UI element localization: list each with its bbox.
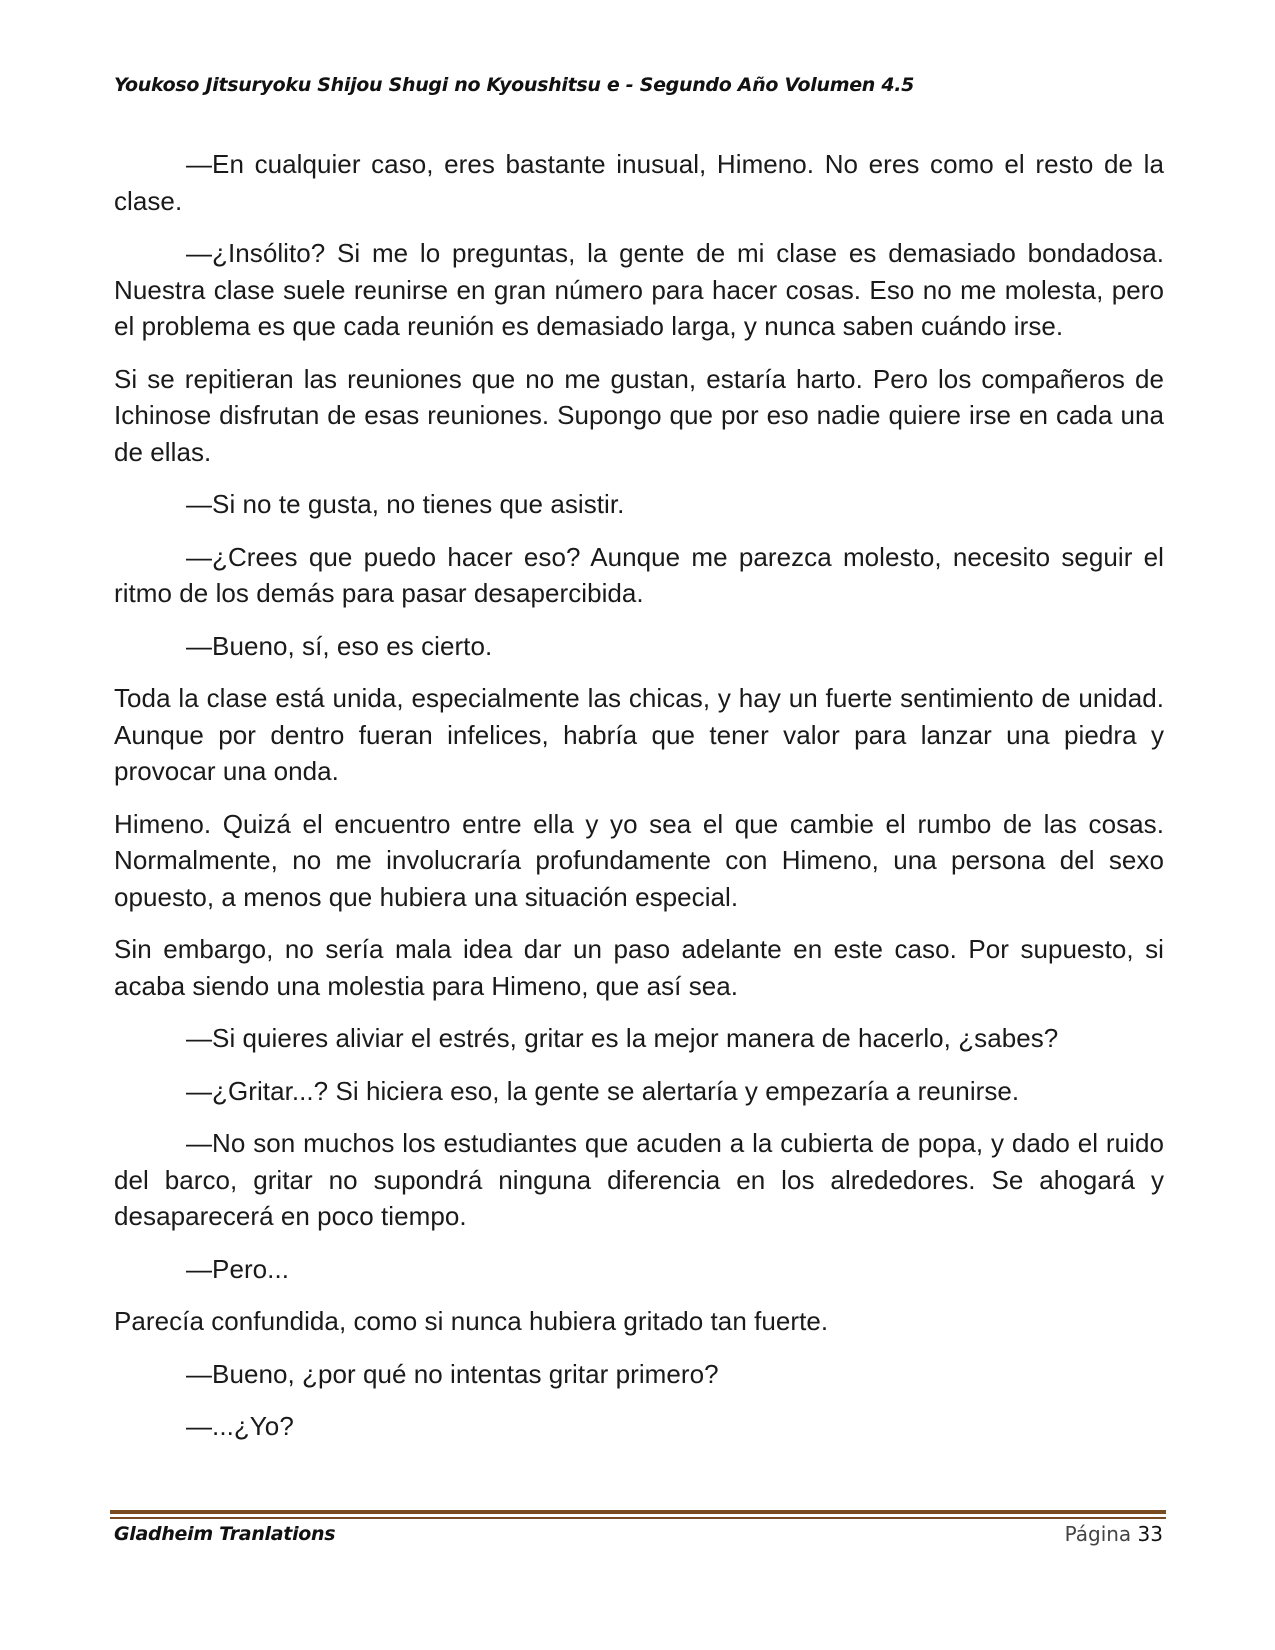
paragraph-14: Parecía confundida, como si nunca hubiera gritado tan fuerte. bbox=[114, 1306, 829, 1336]
paragraph-4: —Si no te gusta, no tienes que asistir. bbox=[186, 489, 625, 519]
paragraph-12: —No son muchos los estudiantes que acuden a la cubierta de popa, y dado el ruido del barco, gritar no supondrá ninguna diferencia en los alrededores. Se ahogará y desaparecerá en poco tiempo. bbox=[114, 1128, 1164, 1231]
paragraph-2: —¿Insólito? Si me lo preguntas, la gente de mi clase es demasiado bondadosa. Nuestra clase suele reunirse en gran número para hacer cosas. Eso no me molesta, pero el problema es que cada reunión es demasiado larga, y nunca saben cuándo irse. bbox=[114, 238, 1164, 341]
paragraph-7: Toda la clase está unida, especialmente las chicas, y hay un fuerte sentimiento de unidad. Aunque por dentro fueran infelices, habría que tener valor para lanzar una piedra y provocar una onda. bbox=[114, 683, 1164, 786]
paragraph-11: —¿Gritar...? Si hiciera eso, la gente se alertaría y empezaría a reunirse. bbox=[186, 1075, 1020, 1106]
page-header-title: Youkoso Jitsuryoku Shijou Shugi no Kyoushitsu e - Segundo Año Volumen 4.5 bbox=[114, 74, 915, 96]
paragraph-10: —Si quieres aliviar el estrés, gritar es la mejor manera de hacerlo, ¿sabes? bbox=[186, 1023, 1059, 1053]
paragraph-1: —En cualquier caso, eres bastante inusual, Himeno. No eres como el resto de la clase. bbox=[114, 149, 1164, 216]
body-text bbox=[114, 146, 1164, 1461]
page-number-label bbox=[1065, 1522, 1163, 1546]
page-number: 33 bbox=[1137, 1522, 1163, 1546]
footer-divider-thin bbox=[110, 1517, 1166, 1519]
paragraph-5: —¿Crees que puedo hacer eso? Aunque me parezca molesto, necesito seguir el ritmo de los demás para pasar desapercibida. bbox=[114, 541, 1164, 608]
paragraph-15: —Bueno, ¿por qué no intentas gritar primero? bbox=[186, 1358, 719, 1389]
paragraph-3: Si se repitieran las reuniones que no me gustan, estaría harto. Pero los compañeros de Ichinose disfrutan de esas reuniones. Supongo que por eso nadie quiere irse en cada una de ellas. bbox=[114, 363, 1164, 467]
paragraph-9: Sin embargo, no sería mala idea dar un paso adelante en este caso. Por supuesto, si acaba siendo una molestia para Himeno, que así sea. bbox=[114, 934, 1164, 1001]
footer-divider-thick bbox=[110, 1510, 1166, 1514]
paragraph-8: Himeno. Quizá el encuentro entre ella y yo sea el que cambie el rumbo de las cosas. Normalmente, no me involucraría profundamente con Himeno, una persona del sexo opuesto, a menos que hubiera una situación especial. bbox=[114, 808, 1164, 912]
paragraph-13: —Pero... bbox=[186, 1253, 289, 1284]
footer-credit: Gladheim Tranlations bbox=[114, 1523, 336, 1545]
paragraph-16: —...¿Yo? bbox=[186, 1411, 294, 1441]
paragraph-6: —Bueno, sí, eso es cierto. bbox=[186, 630, 493, 661]
page-label: Página bbox=[1064, 1522, 1132, 1546]
